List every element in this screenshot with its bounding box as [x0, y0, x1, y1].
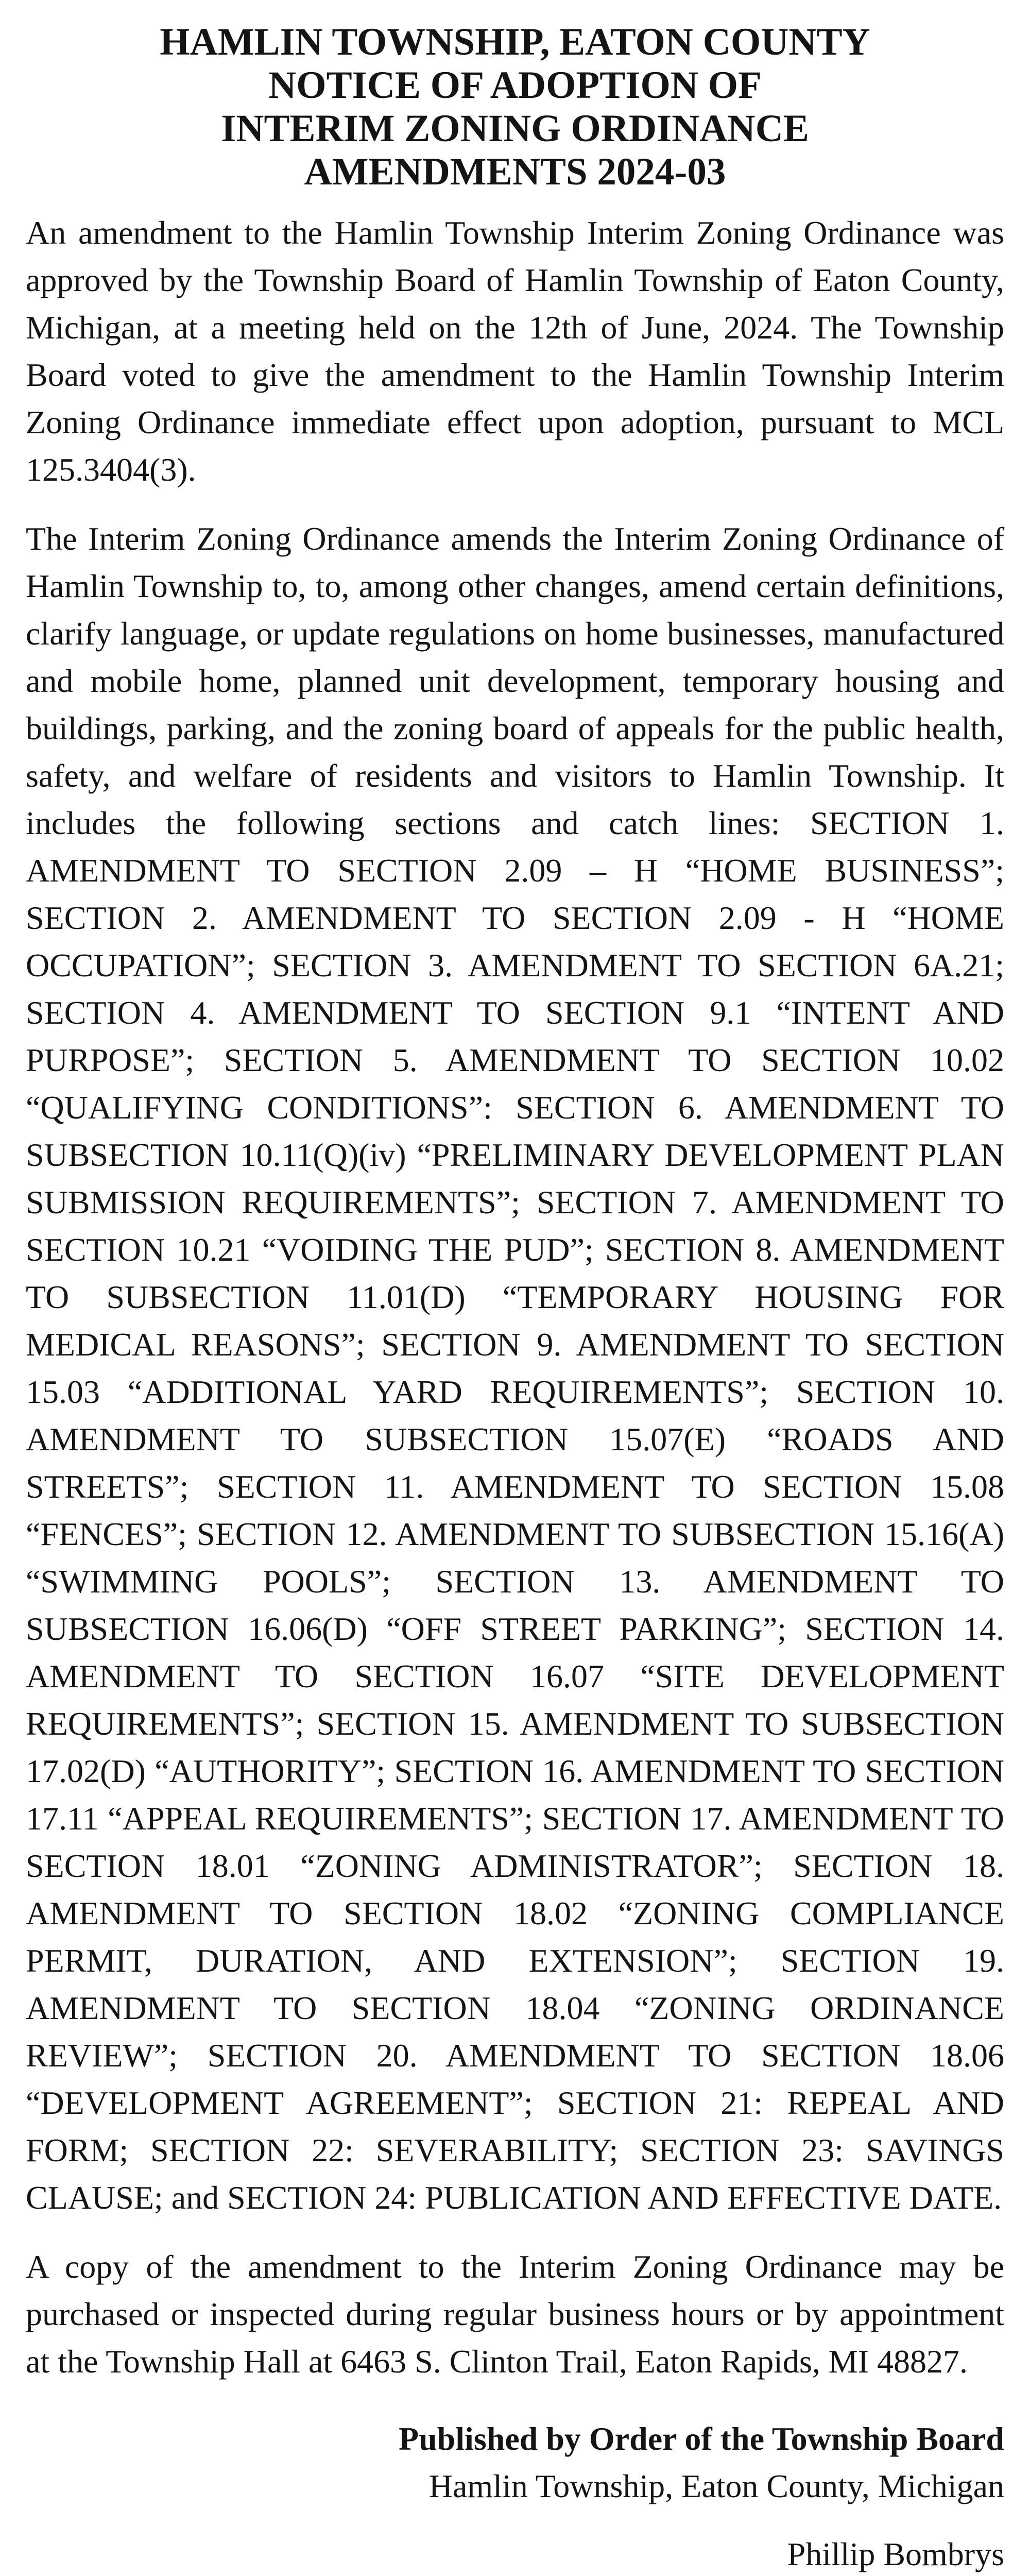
- amendments-paragraph: The Interim Zoning Ordinance amends the Interim Zoning Ordinance of Hamlin Township to, to, among other changes, amend certain definitions, clarify language, or update regulations on home businesses, manufactured and mobile home, planned unit development, temporary housing and buildings, parking, and the zoning board of appeals for the public health, safety, and welfare of residents and visitors to Hamlin Township. It includes the following sections and catch lines: SECTION 1. AMENDMENT TO SECTION 2.09 – H “HOME BUSINESS”; SECTION 2. AMENDMENT TO SECTION 2.09 - H “HOME OCCUPATION”; SECTION 3. AMENDMENT TO SECTION 6A.21; SECTION 4. AMENDMENT TO SECTION 9.1 “INTENT AND PURPOSE”; SECTION 5. AMENDMENT TO SECTION 10.02 “QUALIFYING CONDITIONS”: SECTION 6. AMENDMENT TO SUBSECTION 10.11(Q)(iv) “PRELIMINARY DEVELOPMENT PLAN SUBMISSION REQUIREMENTS”; SECTION 7. AMENDMENT TO SECTION 10.21 “VOIDING THE PUD”; SECTION 8. AMENDMENT TO SUBSECTION 11.01(D) “TEMPORARY HOUSING FOR MEDICAL REASONS”; SECTION 9. AMENDMENT TO SECTION 15.03 “ADDITIONAL YARD REQUIREMENTS”; SECTION 10. AMENDMENT TO SUBSECTION 15.07(E) “ROADS AND STREETS”; SECTION 11. AMENDMENT TO SECTION 15.08 “FENCES”; SECTION 12. AMENDMENT TO SUBSECTION 15.16(A) “SWIMMING POOLS”; SECTION 13. AMENDMENT TO SUBSECTION 16.06(D) “OFF STREET PARKING”; SECTION 14. AMENDMENT TO SECTION 16.07 “SITE DEVELOPMENT REQUIREMENTS”; SECTION 15. AMENDMENT TO SUBSECTION 17.02(D) “AUTHORITY”; SECTION 16. AMENDMENT TO SECTION 17.11 “APPEAL REQUIREMENTS”; SECTION 17. AMENDMENT TO SECTION 18.01 “ZONING ADMINISTRATOR”; SECTION 18. AMENDMENT TO SECTION 18.02 “ZONING COMPLIANCE PERMIT, DURATION, AND EXTENSION”; SECTION 19. AMENDMENT TO SECTION 18.04 “ZONING ORDINANCE REVIEW”; SECTION 20. AMENDMENT TO SECTION 18.06 “DEVELOPMENT AGREEMENT”; SECTION 21: REPEAL AND FORM; SECTION 22: SEVERABILITY; SECTION 23: SAVINGS CLAUSE; and SECTION 24: PUBLICATION AND EFFECTIVE DATE.: [26, 520, 1004, 2216]
- publisher-location: Hamlin Township, Eaton County, Michigan: [428, 2468, 1004, 2504]
- publisher-block: [26, 2415, 1004, 2510]
- signature-block: [26, 2531, 1004, 2576]
- title-line: INTERIM ZONING ORDINANCE: [221, 107, 809, 150]
- notice-title: [26, 21, 1004, 194]
- adoption-paragraph: An amendment to the Hamlin Township Interim Zoning Ordinance was approved by the Township Board of Hamlin Township of Eaton County, Michigan, at a meeting held on the 12th of June, 2024. The Township Board voted to give the amendment to the Hamlin Township Interim Zoning Ordinance immediate effect upon adoption, pursuant to MCL 125.3404(3).: [26, 214, 1004, 488]
- signer-name: Phillip Bombrys: [787, 2536, 1004, 2572]
- publisher-order: Published by Order of the Township Board: [398, 2420, 1004, 2457]
- inspection-paragraph: A copy of the amendment to the Interim Zoning Ordinance may be purchased or inspected during regular business hours or by appointment at the Township Hall at 6463 S. Clinton Trail, Eaton Rapids, MI 48827.: [26, 2248, 1004, 2380]
- title-line: NOTICE OF ADOPTION OF: [268, 64, 762, 107]
- title-line: HAMLIN TOWNSHIP, EATON COUNTY: [160, 21, 870, 63]
- title-line: AMENDMENTS 2024-03: [304, 150, 726, 193]
